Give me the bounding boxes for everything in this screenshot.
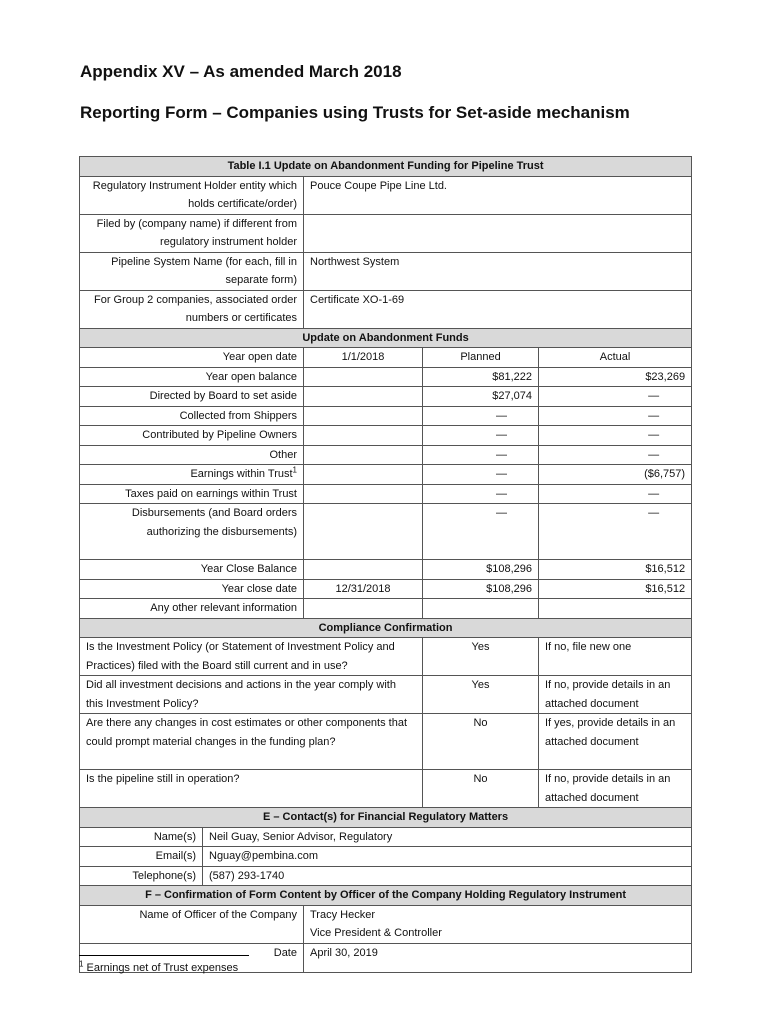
funds-row-label: Year open date (80, 348, 304, 368)
document-title: Appendix XV – As amended March 2018 (80, 62, 402, 81)
system-value: Northwest System (304, 252, 692, 290)
funds-row (80, 579, 692, 599)
funds-row-planned: — (423, 484, 539, 504)
table-title-row (80, 157, 692, 177)
date-value: April 30, 2019 (304, 943, 692, 972)
funds-row-label: Year open balance (80, 367, 304, 387)
funds-planned-header: Planned (423, 348, 539, 368)
funds-row-actual (539, 599, 692, 619)
compliance-row (80, 770, 692, 808)
filed-by-row (80, 214, 692, 252)
system-row (80, 252, 692, 290)
funds-row (80, 465, 692, 485)
funds-row-value (304, 599, 423, 619)
funds-row (80, 348, 692, 368)
contact-phone-value: (587) 293-1740 (203, 866, 692, 886)
funds-row-planned: — (423, 465, 539, 485)
filed-by-label: Filed by (company name) if different from regulatory instrument holder (80, 214, 304, 252)
funds-row-label: Taxes paid on earnings within Trust (80, 484, 304, 504)
system-label: Pipeline System Name (for each, fill in separate form) (80, 252, 304, 290)
funds-row (80, 599, 692, 619)
footnote-text: Earnings net of Trust expenses (86, 962, 239, 974)
table-title: Table I.1 Update on Abandonment Funding for Pipeline Trust (80, 157, 692, 177)
funds-row-value: 12/31/2018 (304, 579, 423, 599)
funds-row-label-cell (80, 465, 304, 485)
funds-row-planned: $81,222 (423, 367, 539, 387)
funds-row (80, 367, 692, 387)
compliance-question: Are there any changes in cost estimates or other components that could prompt material changes in the funding plan? (80, 714, 423, 770)
officer-row (80, 905, 692, 943)
filed-by-value (304, 214, 692, 252)
funds-row-value (304, 484, 423, 504)
date-label: Date (80, 943, 304, 972)
funds-row-value (304, 406, 423, 426)
funds-header-row (80, 328, 692, 348)
funds-row-actual: — (539, 406, 692, 426)
footnote-ref: 1 (292, 465, 297, 475)
funds-row-label: Year Close Balance (80, 560, 304, 580)
contact-row (80, 847, 692, 867)
funds-row (80, 504, 692, 560)
footnote-mark: 1 (79, 959, 84, 969)
document-subtitle: Reporting Form – Companies using Trusts for Set-aside mechanism (80, 103, 630, 122)
holder-value: Pouce Coupe Pipe Line Ltd. (304, 176, 692, 214)
contact-names-value: Neil Guay, Senior Advisor, Regulatory (203, 827, 692, 847)
compliance-title: Compliance Confirmation (80, 618, 692, 638)
funds-row-actual: — (539, 426, 692, 446)
funds-row-planned: — (423, 445, 539, 465)
officer-label: Name of Officer of the Company (80, 905, 304, 943)
contacts-title: E – Contact(s) for Financial Regulatory Matters (80, 808, 692, 828)
funds-row-planned: — (423, 406, 539, 426)
funds-row-value (304, 504, 423, 560)
funds-row-value (304, 387, 423, 407)
compliance-answer: No (423, 714, 539, 770)
funds-row-planned: $108,296 (423, 579, 539, 599)
footnote-separator (79, 955, 249, 956)
officer-name: Tracy Hecker (310, 908, 375, 921)
funds-row-label: Year close date (80, 579, 304, 599)
footnote (79, 959, 239, 974)
funds-row-label: Disbursements (and Board orders authorizing the disbursements) (80, 504, 304, 560)
compliance-answer: Yes (423, 638, 539, 676)
funds-row-planned: $27,074 (423, 387, 539, 407)
contact-email-label: Email(s) (80, 847, 203, 867)
funds-row-planned: $108,296 (423, 560, 539, 580)
funds-row-value (304, 426, 423, 446)
funds-row-label: Collected from Shippers (80, 406, 304, 426)
funds-row-value (304, 445, 423, 465)
officer-value-cell (304, 905, 692, 943)
funds-row (80, 406, 692, 426)
funds-row-label: Earnings within Trust (190, 468, 293, 480)
contact-row (80, 827, 692, 847)
compliance-question: Did all investment decisions and actions in the year comply with this Investment Policy? (80, 676, 423, 714)
contact-phone-label: Telephone(s) (80, 866, 203, 886)
funds-row-actual: $16,512 (539, 579, 692, 599)
funds-row-value (304, 465, 423, 485)
funds-row (80, 484, 692, 504)
funds-row (80, 560, 692, 580)
funds-row-value (304, 367, 423, 387)
funds-row-actual: $23,269 (539, 367, 692, 387)
compliance-row (80, 638, 692, 676)
funds-row-label: Contributed by Pipeline Owners (80, 426, 304, 446)
funds-row-value (304, 560, 423, 580)
funds-row-actual: ($6,757) (539, 465, 692, 485)
compliance-note: If no, provide details in an attached document (539, 770, 692, 808)
compliance-row (80, 676, 692, 714)
confirmation-header-row (80, 886, 692, 906)
funds-row-actual: — (539, 445, 692, 465)
funds-row-actual: — (539, 387, 692, 407)
funds-row (80, 445, 692, 465)
group2-label: For Group 2 companies, associated order numbers or certificates (80, 290, 304, 328)
funds-row-planned (423, 599, 539, 619)
funds-row-planned: — (423, 426, 539, 446)
contact-row (80, 866, 692, 886)
funds-row-actual: — (539, 484, 692, 504)
contacts-header-row (80, 808, 692, 828)
funds-actual-header: Actual (539, 348, 692, 368)
confirmation-title: F – Confirmation of Form Content by Officer of the Company Holding Regulatory Instrument (80, 886, 692, 906)
funds-row-actual: $16,512 (539, 560, 692, 580)
compliance-row (80, 714, 692, 770)
holder-label: Regulatory Instrument Holder entity which holds certificate/order) (80, 176, 304, 214)
compliance-note: If yes, provide details in an attached document (539, 714, 692, 770)
group2-value: Certificate XO-1-69 (304, 290, 692, 328)
compliance-question: Is the pipeline still in operation? (80, 770, 423, 808)
compliance-question: Is the Investment Policy (or Statement of Investment Policy and Practices) filed with the Board still current and in use? (80, 638, 423, 676)
funds-row (80, 426, 692, 446)
funds-row-actual: — (539, 504, 692, 560)
funds-row-label: Directed by Board to set aside (80, 387, 304, 407)
funds-title: Update on Abandonment Funds (80, 328, 692, 348)
reporting-form-table (79, 156, 692, 973)
funds-row (80, 387, 692, 407)
funds-row-label: Any other relevant information (80, 599, 304, 619)
holder-row (80, 176, 692, 214)
compliance-answer: No (423, 770, 539, 808)
officer-title: Vice President & Controller (310, 927, 442, 939)
contact-email-value: Nguay@pembina.com (203, 847, 692, 867)
compliance-note: If no, file new one (539, 638, 692, 676)
compliance-note: If no, provide details in an attached document (539, 676, 692, 714)
funds-row-label: Other (80, 445, 304, 465)
funds-row-planned: — (423, 504, 539, 560)
compliance-header-row (80, 618, 692, 638)
group2-row (80, 290, 692, 328)
compliance-answer: Yes (423, 676, 539, 714)
funds-row-value: 1/1/2018 (304, 348, 423, 368)
contact-names-label: Name(s) (80, 827, 203, 847)
